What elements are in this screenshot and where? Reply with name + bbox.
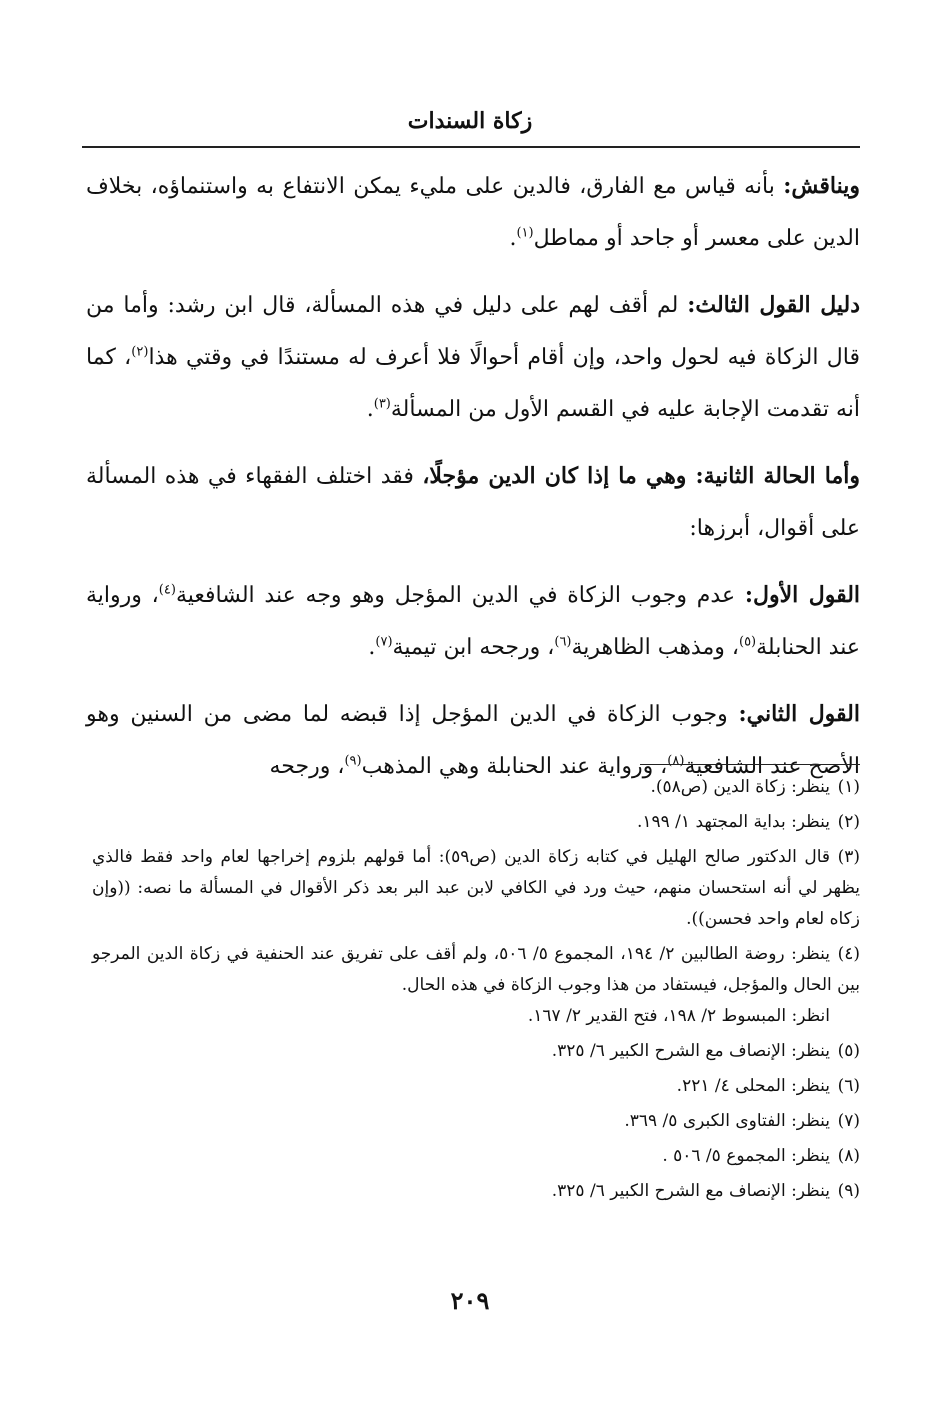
footnote-text: ينظر: المجموع ٥/ ٥٠٦ .	[662, 1146, 830, 1166]
footnote-number: (٤)	[837, 944, 860, 964]
footnote-text: قال الدكتور صالح الهليل في كتابه زكاة الدين (ص٥٩): أما قولهم بلزوم إخراجها لعام واحد فقط فالذي يظهر لي أنه استحسان منهم، حيث ورد في الكافي لابن عبد البر بعد ذكر الأقوال في المسألة ما نصه: ((وإن زكاه لعام واحد فحسن)).	[92, 847, 860, 929]
footnote-item	[92, 1176, 860, 1207]
paragraph-text: ، ورجحه	[269, 754, 345, 779]
footnote-number: (٧)	[837, 1111, 860, 1131]
footnotes	[92, 772, 860, 1211]
paragraph-text: بأنه قياس مع الفارق، فالدين على مليء يمكن الانتفاع به واستنماؤه، بخلاف الدين على معسر أو جاحد أو مماطل	[86, 174, 860, 251]
paragraph-4	[86, 569, 860, 674]
paragraph-lead: دليل القول الثالث:	[687, 292, 860, 318]
footnote-item	[92, 939, 860, 1032]
footnote-text: ينظر: روضة الطالبين ٢/ ١٩٤، المجموع ٥/ ٥٠٦، ولم أقف على تفريق عند الحنفية في زكاة الدين المرجو بين الحال والمؤجل، فيستفاد من هذا وجوب الزكاة في هذه الحال.	[92, 944, 860, 995]
footnote-item	[92, 1071, 860, 1102]
paragraph-text: ، ورجحه ابن تيمية	[392, 635, 555, 660]
footnote-text: ينظر: زكاة الدين (ص٥٨).	[650, 777, 830, 797]
paragraph-text: ، ومذهب الظاهرية	[571, 635, 739, 660]
paragraph-lead: القول الأول:	[744, 582, 861, 608]
footnote-ref[interactable]: (١)	[516, 225, 534, 241]
footnote-ref[interactable]: (٦)	[554, 634, 572, 650]
footnote-item	[92, 807, 860, 838]
paragraph-1	[86, 160, 860, 265]
footnote-text: ينظر: الإنصاف مع الشرح الكبير ٦/ ٣٢٥.	[551, 1181, 830, 1201]
footnote-number: (٣)	[837, 847, 860, 867]
bold-phrase: وهي ما إذا كان الدين مؤجلًا،	[422, 463, 696, 489]
footnote-item	[92, 1141, 860, 1172]
paragraph-text: فقد اختلف الفقهاء في هذه المسألة على أقوال، أبرزها:	[86, 464, 860, 541]
footnote-ref[interactable]: (٧)	[375, 634, 393, 650]
footnote-ref[interactable]: (٩)	[344, 753, 362, 769]
paragraph-end: .	[509, 226, 517, 251]
running-title: زكاة السندات	[407, 108, 533, 134]
header-divider	[82, 146, 860, 148]
footnote-number: (٦)	[837, 1076, 860, 1096]
paragraph-text: عدم وجوب الزكاة في الدين المؤجل وهو وجه عند الشافعية	[175, 583, 745, 608]
footnote-ref[interactable]: (٨)	[667, 753, 685, 769]
footnote-number: (١)	[837, 777, 860, 797]
paragraph-lead: ويناقش:	[783, 173, 860, 199]
paragraph-end: .	[366, 397, 374, 422]
footnote-text: ينظر: بداية المجتهد ١/ ١٩٩.	[636, 812, 830, 832]
footnote-item	[92, 842, 860, 935]
main-text	[86, 160, 860, 807]
footnote-number: (٥)	[837, 1041, 860, 1061]
paragraph-end: .	[368, 635, 376, 660]
paragraph-3	[86, 450, 860, 555]
footnote-text: ينظر: الإنصاف مع الشرح الكبير ٦/ ٣٢٥.	[551, 1041, 830, 1061]
paragraph-text: ، ورواية عند الحنابلة	[86, 583, 860, 660]
footnote-ref[interactable]: (٤)	[158, 582, 176, 598]
footnote-ref[interactable]: (٣)	[373, 396, 391, 412]
footnote-continuation: انظر: المبسوط ٢/ ١٩٨، فتح القدير ٢/ ١٦٧.	[527, 1006, 830, 1026]
paragraph-text: ، كما أنه تقدمت الإجابة عليه في القسم الأول من المسألة	[86, 345, 860, 422]
paragraph-text: ، ورواية عند الحنابلة وهي المذهب	[361, 754, 668, 779]
paragraph-lead: القول الثاني:	[738, 701, 860, 727]
footnote-item	[92, 1036, 860, 1067]
footnote-divider	[640, 764, 860, 765]
paragraph-lead: وأما الحالة الثانية:	[695, 463, 860, 489]
footnote-number: (٩)	[837, 1181, 860, 1201]
paragraph-text: لم أقف لهم على دليل في هذه المسألة، قال ابن رشد: وأما من قال الزكاة فيه لحول واحد، وإن أقام أحوالًا فلا أعرف له مستندًا في وقتي هذا	[86, 293, 860, 370]
footnote-ref[interactable]: (٢)	[131, 344, 149, 360]
footnote-text: ينظر: الفتاوى الكبرى ٥/ ٣٦٩.	[624, 1111, 830, 1131]
paragraph-text: وجوب الزكاة في الدين المؤجل إذا قبضه لما مضى من السنين وهو الأصح عند الشافعية	[86, 702, 860, 779]
page-number: ٢٠٩	[450, 1286, 490, 1315]
footnote-number: (٨)	[837, 1146, 860, 1166]
footnote-ref[interactable]: (٥)	[738, 634, 757, 650]
footnote-item	[92, 772, 860, 803]
paragraph-2	[86, 279, 860, 436]
footnote-item	[92, 1106, 860, 1137]
footnote-text: ينظر: المحلى ٤/ ٢٢١.	[676, 1076, 830, 1096]
footnote-number: (٢)	[837, 812, 860, 832]
